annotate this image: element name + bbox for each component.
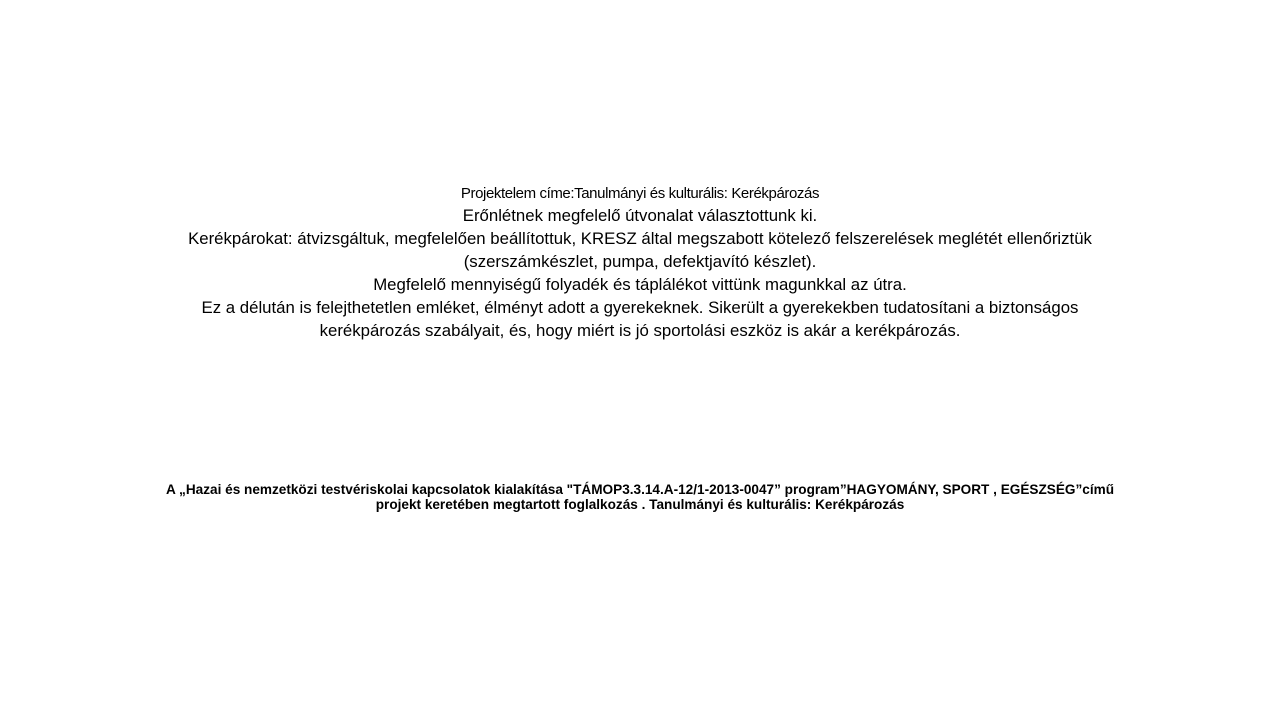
bicycle-check-text: Kerékpárokat: átvizsgáltuk, megfelelően beállítottuk, KRESZ által megszabott kötelező felszerelések meglétét ellenőriztük (szerszámkészlet, pumpa, defektjavító készlet). — [188, 229, 1092, 271]
slide-body — [150, 184, 1130, 342]
experience-text: Ez a délután is felejthetetlen emléket, élményt adott a gyerekeknek. Sikerült a gyerekekben tudatosítani a biztonságos kerékpározás szabályait, és, hogy miért is jó sportolási eszköz is akár a kerékpározás. — [201, 298, 1079, 340]
program-footer: A „Hazai és nemzetközi testvériskolai kapcsolatok kialakítása "TÁMOP3.3.14.A-12/1-2013-0047” program”HAGYOMÁNY, SPORT , EGÉSZSÉG”című projekt keretében megtartott foglalkozás . Tanulmányi és kulturális: Kerékpározás — [165, 482, 1115, 512]
project-title: Projektelem címe:Tanulmányi és kulturális: Kerékpározás — [460, 185, 820, 202]
route-text: Erőnlétnek megfelelő útvonalat választottunk ki. — [462, 206, 818, 225]
supplies-text: Megfelelő mennyiségű folyadék és táplálékot vittünk magunkkal az útra. — [373, 275, 907, 294]
